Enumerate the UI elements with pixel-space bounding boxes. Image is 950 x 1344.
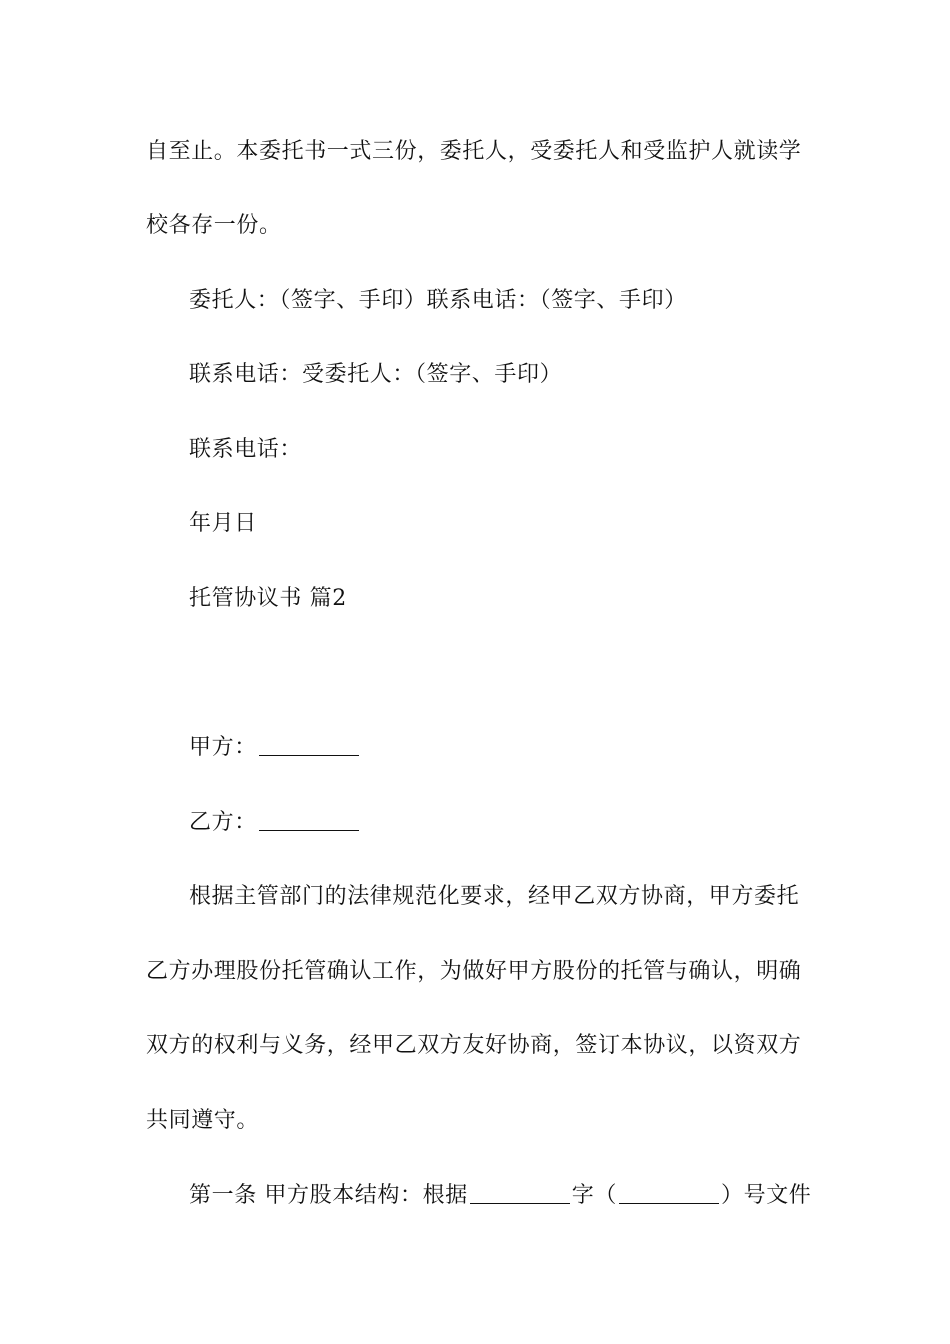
article-1-mid1: 字（: [571, 1183, 617, 1208]
party-a-blank: [259, 733, 359, 756]
signature-line-trustee: 联系电话：受委托人：（签字、手印）: [189, 362, 563, 387]
article-1-line: [0, 1181, 950, 1211]
article-1-mid2: ）号文件: [721, 1183, 812, 1208]
paragraph-line: 自至止。本委托书一式三份，委托人，受委托人和受监护人就读学: [146, 139, 802, 164]
signature-line-client: 委托人：（签字、手印）联系电话：（签字、手印）: [189, 288, 687, 313]
article-1-blank-2: [619, 1181, 719, 1204]
section-title: 托管协议书 篇2: [189, 586, 347, 611]
article-1-prefix: 第一条 甲方股本结构：根据: [189, 1183, 468, 1208]
date-line: 年月日: [189, 511, 257, 536]
signature-line-phone: 联系电话：: [189, 437, 303, 462]
party-a-label: 甲方：: [189, 735, 257, 760]
paragraph-line: 根据主管部门的法律规范化要求，经甲乙双方协商，甲方委托: [189, 884, 800, 909]
party-b-blank: [259, 808, 359, 831]
paragraph-line: 共同遵守。: [146, 1108, 260, 1133]
party-b-line: [0, 808, 950, 838]
article-1-blank-1: [470, 1181, 570, 1204]
party-b-label: 乙方：: [189, 810, 257, 835]
paragraph-line: 双方的权利与义务，经甲乙双方友好协商，签订本协议，以资双方: [146, 1033, 802, 1058]
paragraph-line: 乙方办理股份托管确认工作，为做好甲方股份的托管与确认，明确: [146, 959, 802, 984]
paragraph-line: 校各存一份。: [146, 213, 282, 238]
party-a-line: [0, 733, 950, 763]
